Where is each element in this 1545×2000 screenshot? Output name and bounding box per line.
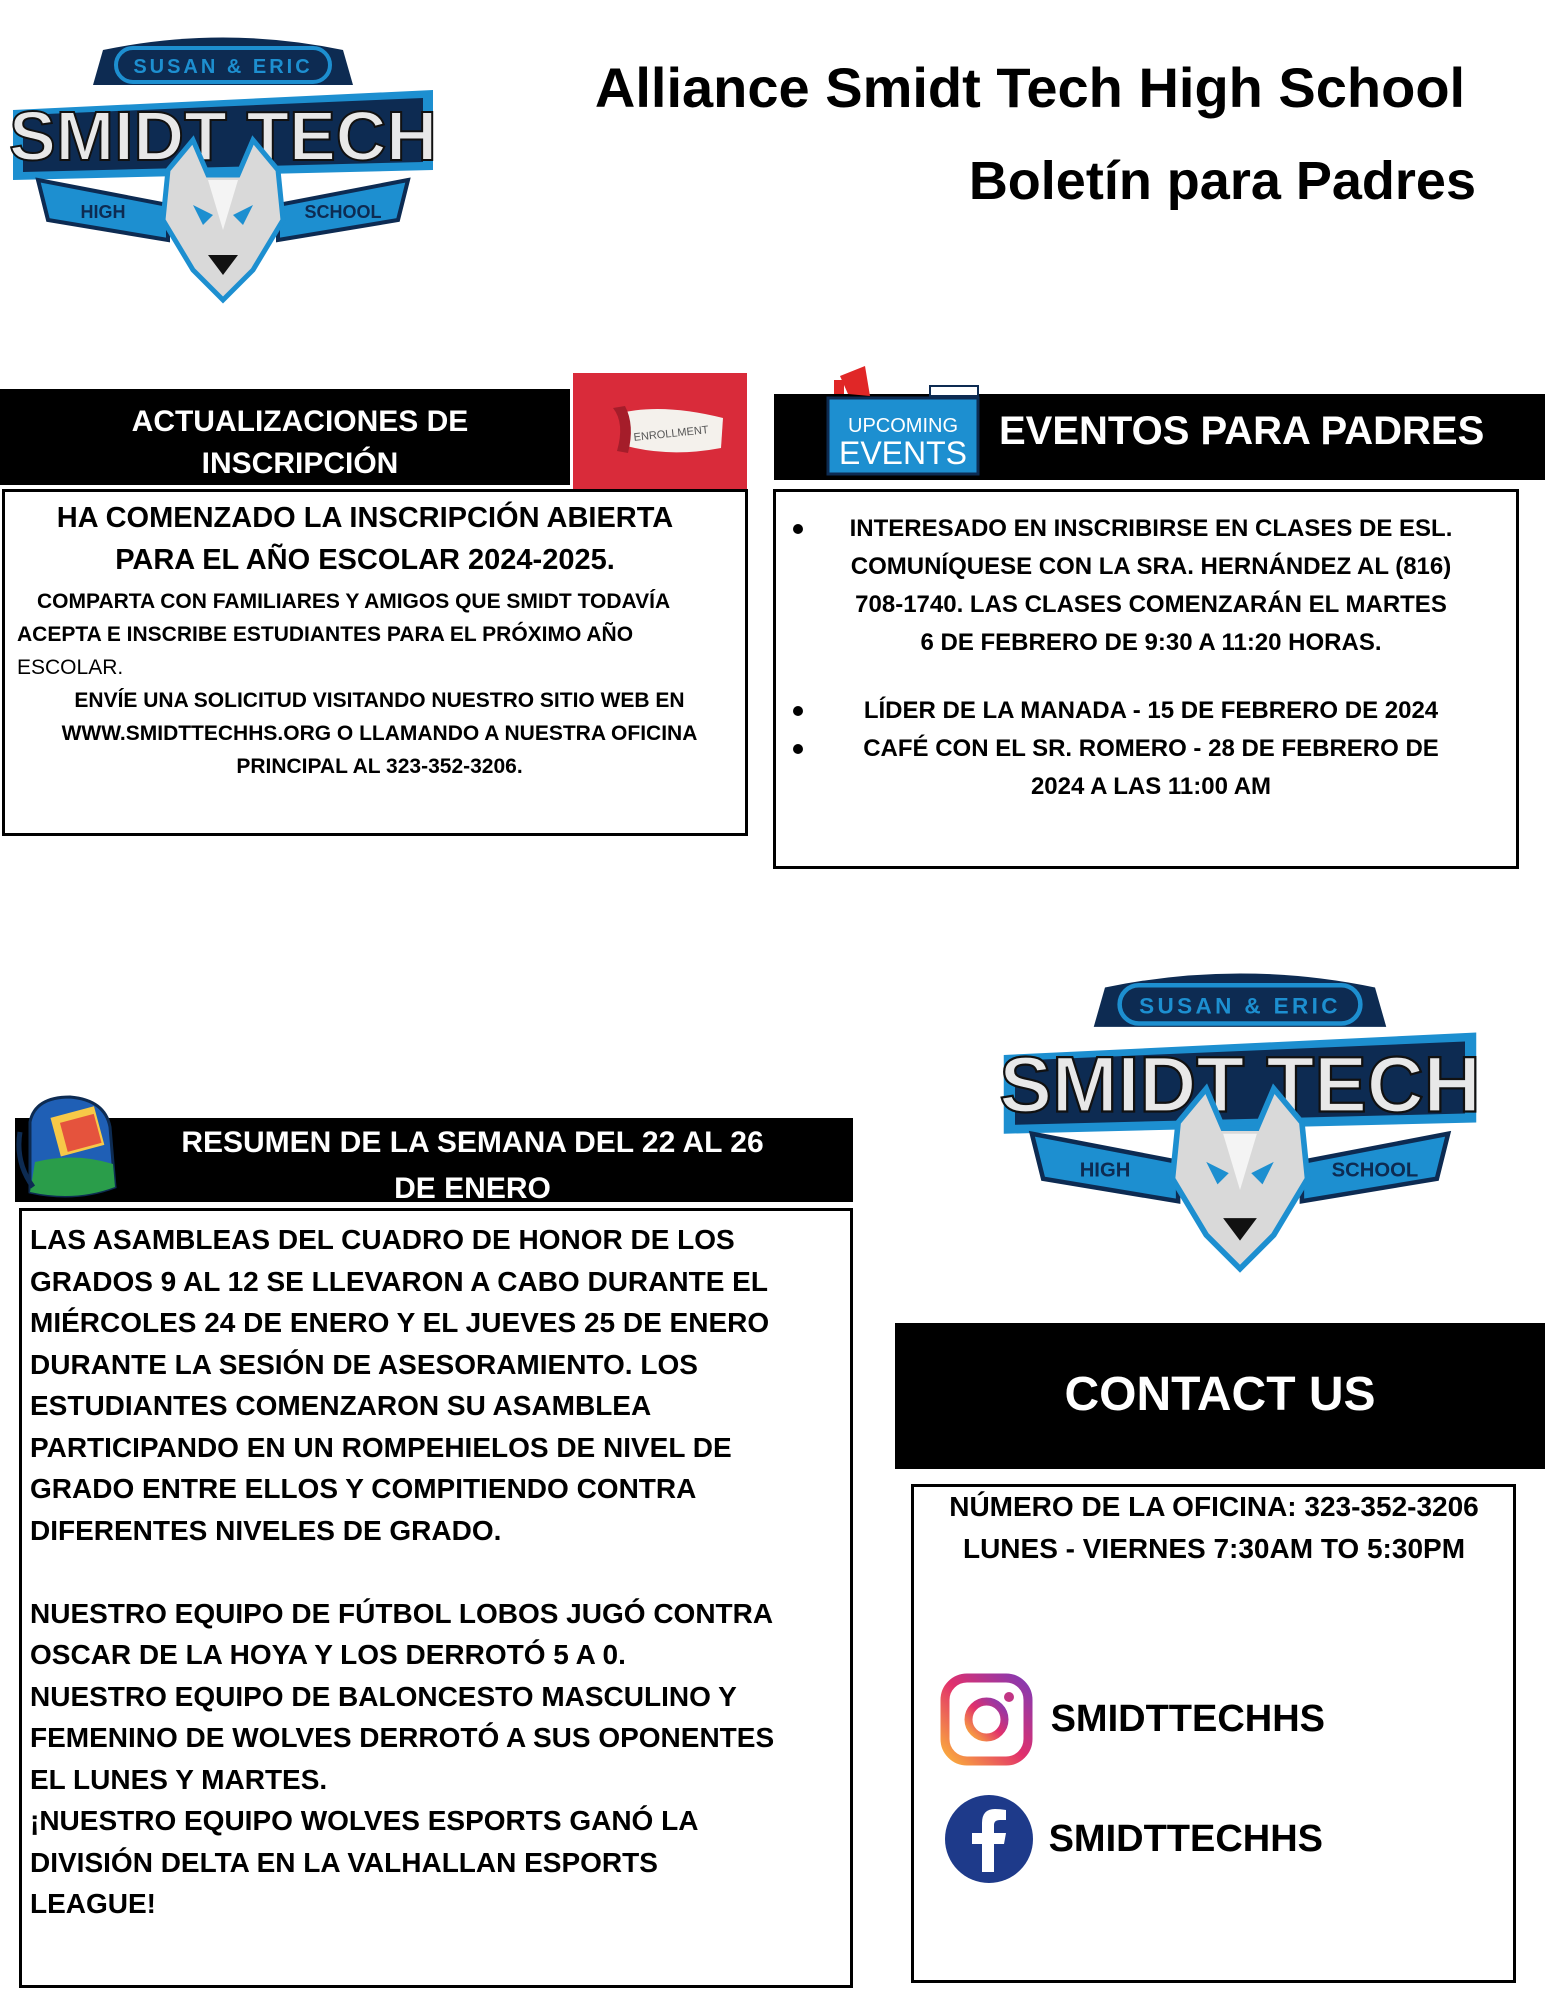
week-heading-line2: DE ENERO — [394, 1172, 551, 1205]
week-summary-text: LAS ASAMBLEAS DEL CUADRO DE HONOR DE LOS GRADOS 9 AL 12 SE LLEVARON A CABO DURANTE EL MIÉRCOLES 24 DE ENERO Y EL JUEVES 25 DE ENERO DURANTE LA SESIÓN DE ASESORAMIENTO. LOS ESTUDIANTES COMENZARON SU ASAMBLEA PARTICIPANDO EN UN ROMPEHIELOS DE NIVEL DE GRADO ENTRE ELLOS Y COMPITIENDO CONTRA DIFERENTES NIVELES DE GRADO. NUESTRO EQUIPO DE FÚTBOL LOBOS JUGÓ CONTRA OSCAR DE LA HOYA Y LOS DERROTÓ 5 A 0. NUESTRO EQUIPO DE BALONCESTO MASCULINO Y FEMENINO DE WOLVES DERROTÓ A SUS OPONENTES EL LUNES Y MARTES. ¡NUESTRO EQUIPO WOLVES ESPORTS GANÓ LA DIVISIÓN DELTA EN LA VALHALLAN ESPORTS LEAGUE! — [30, 1224, 775, 1919]
bullet-icon — [793, 706, 803, 716]
enrollment-heading-line1: ACTUALIZACIONES DE — [131, 405, 469, 438]
enrollment-header — [0, 389, 570, 485]
instagram-handle: SMIDTTECHHS — [1050, 1698, 1326, 1740]
week-summary-header — [15, 1118, 853, 1205]
svg-text:HIGH: HIGH — [1079, 1159, 1131, 1182]
contact-box — [911, 1484, 1516, 1983]
office-hours: LUNES - VIERNES 7:30AM TO 5:30PM — [962, 1533, 1466, 1564]
svg-text:SUSAN & ERIC: SUSAN & ERIC — [1139, 993, 1341, 1019]
contact-heading: CONTACT US — [1064, 1368, 1376, 1421]
contact-header — [895, 1323, 1545, 1469]
office-number: NÚMERO DE LA OFICINA: 323-352-3206 — [949, 1491, 1479, 1522]
enrollment-share-text: COMPARTA CON FAMILIARES Y AMIGOS QUE SMIDT TODAVÍA ACEPTA E INSCRIBE ESTUDIANTES PARA EL PRÓXIMO AÑO ESCOLAR. — [17, 590, 671, 679]
bullet-icon — [793, 524, 803, 534]
bullet-icon — [793, 744, 803, 754]
upcoming-events-icon — [820, 366, 980, 476]
school-title: Alliance Smidt Tech High School — [594, 56, 1466, 119]
backpack-icon — [15, 1092, 130, 1209]
bulletin-title: Boletín para Padres — [968, 151, 1476, 211]
svg-text:SUSAN & ERIC: SUSAN & ERIC — [133, 56, 313, 78]
enrollment-box — [2, 489, 748, 836]
instagram-link[interactable] — [939, 1672, 1325, 1767]
event-item-esl: INTERESADO EN INSCRIBIRSE EN CLASES DE ESL. COMUNÍQUESE CON LA SRA. HERNÁNDEZ AL (816) 708-1740. LAS CLASES COMENZARÁN EL MARTES 6 DE FEBRERO DE 9:30 A 11:20 HORAS. — [801, 510, 1501, 662]
facebook-handle: SMIDTTECHHS — [1048, 1817, 1324, 1860]
svg-text:SCHOOL: SCHOOL — [1331, 1159, 1419, 1182]
school-logo-bottom — [995, 965, 1485, 1280]
wolf-logo-icon — [995, 965, 1485, 1280]
svg-text:UPCOMING: UPCOMING — [848, 415, 958, 437]
svg-text:HIGH: HIGH — [80, 202, 126, 222]
wolf-logo-icon — [8, 30, 438, 310]
enrollment-image — [573, 373, 747, 489]
week-summary-box — [19, 1208, 853, 1988]
instagram-icon — [939, 1672, 1034, 1767]
school-logo-top — [8, 30, 438, 310]
svg-text:SMIDT TECH: SMIDT TECH — [999, 1040, 1481, 1129]
enrollment-heading-line2: INSCRIPCIÓN — [201, 447, 399, 480]
event-item-coffee: CAFÉ CON EL SR. ROMERO - 28 DE FEBRERO DE 2024 A LAS 11:00 AM — [801, 730, 1501, 806]
week-heading-line1: RESUMEN DE LA SEMANA DEL 22 AL 26 — [181, 1126, 764, 1159]
svg-text:SCHOOL: SCHOOL — [304, 202, 382, 222]
events-heading: EVENTOS PARA PADRES — [999, 409, 1485, 453]
svg-text:SMIDT TECH: SMIDT TECH — [9, 97, 437, 175]
enrollment-intro: HA COMENZADO LA INSCRIPCIÓN ABIERTA PARA EL AÑO ESCOLAR 2024-2025. — [56, 502, 674, 576]
events-box — [773, 489, 1519, 869]
facebook-link[interactable] — [944, 1794, 1323, 1884]
enrollment-apply-text: ENVÍE UNA SOLICITUD VISITANDO NUESTRO SITIO WEB EN WWW.SMIDTTECHHS.ORG O LLAMANDO A NUESTRA OFICINA PRINCIPAL AL 323-352-3206. — [61, 689, 698, 778]
svg-text:EVENTS: EVENTS — [838, 435, 968, 471]
svg-text:ENROLLMENT: ENROLLMENT — [633, 424, 710, 444]
event-item-leader: LÍDER DE LA MANADA - 15 DE FEBRERO DE 2024 — [801, 692, 1501, 730]
facebook-icon — [944, 1794, 1034, 1884]
